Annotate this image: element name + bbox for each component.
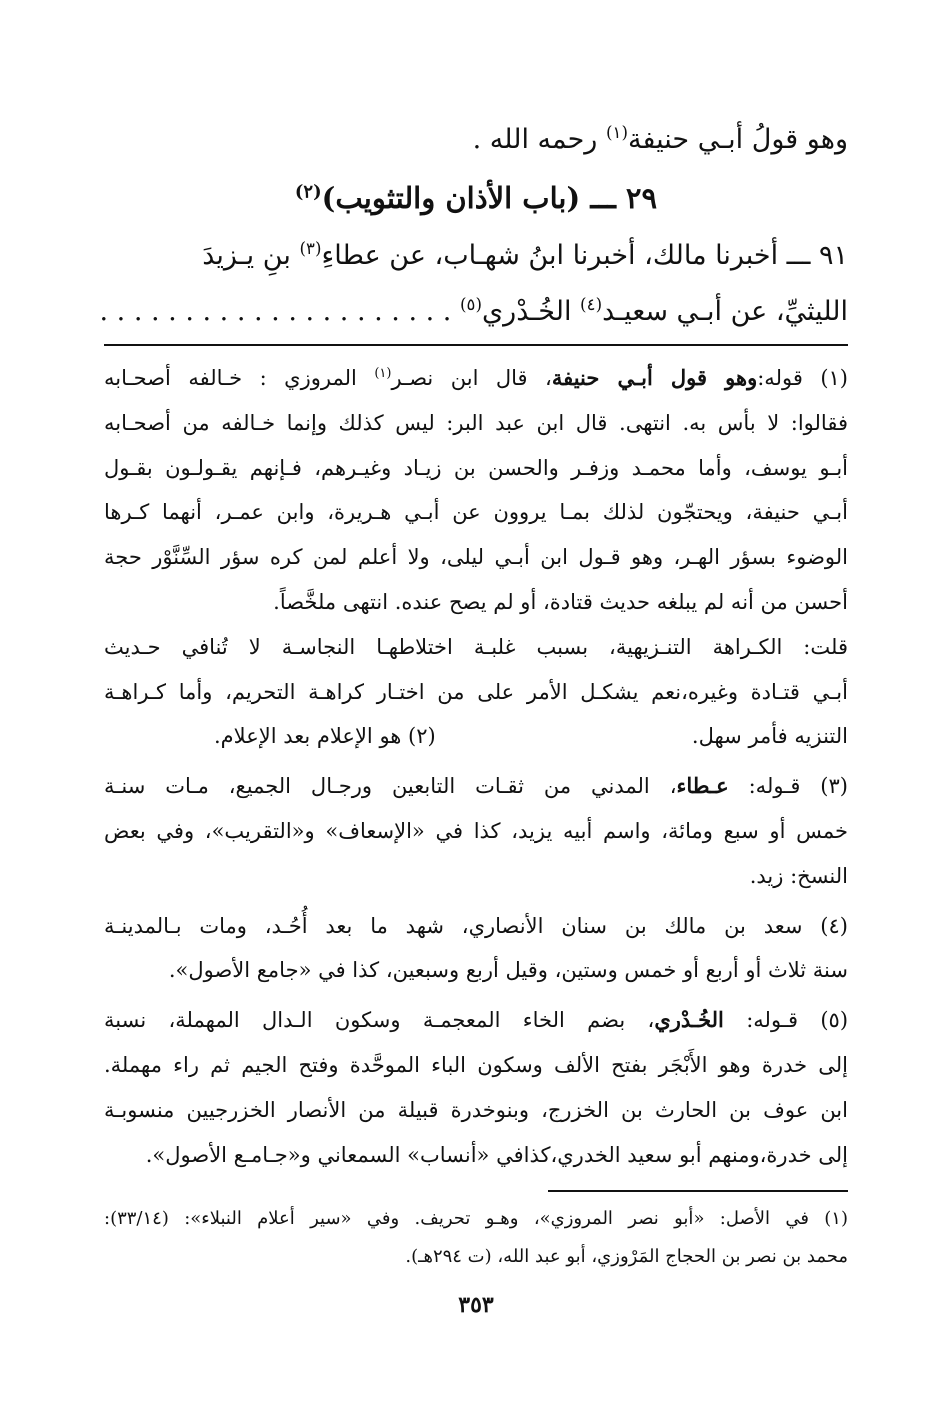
text-segment: ٩١ ـــ أخبرنا مالك، أخبرنا ابنُ شهـاب، عن عطاءِ	[321, 240, 848, 271]
footnote-ref: (٥)	[459, 294, 483, 314]
note-line: أبـي قتـادة وغيره،نعم يشكـل الأمر على من اختـار كراهـة التحريم، وأما كـراهـة	[104, 679, 848, 704]
text-line	[104, 228, 848, 284]
subnote-line: محمد بن نصر بن الحجاج المَرْوزي، أبو عبد الله، (ت ٢٩٤هـ).	[405, 1246, 848, 1267]
bold-text: عـطاء	[676, 773, 729, 799]
text-segment: (٥) قـوله:	[723, 1008, 849, 1033]
bold-text: وهو قول أبـي حنيفة	[551, 365, 758, 390]
text-segment: التنزيه فأمر سهل.	[691, 724, 848, 749]
subnote-line: (١) في الأصل: «أبو نصر المروزي»، وهـو تحريف. وفي «سير أعلام النبلاء»: (٣٣/١٤):	[104, 1208, 848, 1229]
footnote-ref: (٤)	[580, 294, 603, 314]
note-line: خمس أو سبع ومائة، واسم أبيه يزيد، كذا في «الإسعاف» و«التقريب»، وفي بعض	[104, 818, 848, 843]
note-line: الوضوء بسؤر الهـر، وهو قـول ابن أبـي ليلى، ولا أعلم لمن كره سؤر السِّنَّوْر حجة	[104, 545, 848, 570]
main-text	[99, 112, 848, 340]
note-line	[104, 714, 848, 759]
text-segment: رحمه الله .	[472, 124, 606, 155]
note-line: سنة ثلاث أو أربع أو خمس وستين، وقيل أربع وسبعين، كذا في «جامع الأصول».	[168, 958, 848, 983]
note-line: إلى خدرة،ومنهم أبو سعيد الخدري،كذافي «أنساب» السمعاني و«جـامـع الأصول».	[145, 1142, 848, 1167]
text-segment: بنِ يـزيدَ	[202, 240, 300, 271]
text-segment: المروزي : خـالفه أصحـابه	[104, 366, 375, 390]
footnote-divider	[104, 344, 848, 346]
text-segment: الليثيِّ، عن أبـي سعيـد	[602, 296, 848, 327]
text-segment: ، قال ابن نصـر	[391, 366, 552, 390]
text-segment: الخُـدْري	[482, 296, 581, 327]
page-number: ٣٥٣	[458, 1292, 494, 1318]
footnote-ref: (٢)	[294, 181, 322, 203]
footnotes	[104, 356, 848, 1177]
continuation-dots: . . . . . . . . . . . . . . . . . . . . .	[99, 296, 460, 327]
note-line: (٤) سعد بن مالك بن سنان الأنصاري، شهد ما بعد أُحُـد، ومات بـالمدينـة	[104, 913, 848, 938]
note-2: (٢) هو الإعلام بعد الإعلام.	[214, 724, 436, 749]
note-line: إلى خدرة وهو الأَبْجَر بفتح الألف وسكون الباء الموحَّدة وفتح الجيم ثم راء مهملة.	[104, 1052, 848, 1077]
footnote-ref: (١)	[605, 122, 628, 142]
text-segment: ، المدني من ثقـات التابعين ورجـال الجميع، مـات سنـة	[104, 774, 677, 799]
text-segment: وهو قولُ أبـي حنيفة	[628, 124, 848, 155]
note-line: أبـي حنيفة، ويحتجّون لذلك بمـا يروون عن أبـي هـريرة، وابن عمـر، أنهما كـرها	[104, 500, 848, 525]
note-line: أبـو يوسف، وأما محمـد وزفـر والحسن بن زيـاد وغيـرهم، فـإنهم يقـولـون بقـول	[104, 455, 848, 480]
bold-text: الخُـدْري	[654, 1007, 724, 1033]
text-line	[104, 112, 848, 168]
note-line: فقالوا: لا بأس به. انتهى. قال ابن عبد البر: ليس كذلك وإنما خـالفه من أصحـابه	[104, 410, 848, 435]
note-line: قلت: الكـراهة التنـزيهية، بسبب غلبـة اختلاطهـا النجاسـة لا تُنافي حـديث	[104, 634, 848, 659]
subnote-divider	[548, 1190, 848, 1192]
note-line: النسخ: زيد.	[749, 863, 848, 888]
footnote-ref: (٣)	[299, 238, 322, 258]
text-line	[99, 284, 848, 340]
text-segment: (١) قوله:	[757, 366, 848, 390]
chapter-heading	[104, 168, 848, 228]
footnote-ref: (١)	[374, 366, 392, 381]
text-segment: ، بضم الخاء المعجمـة وسكون الـدال المهملة، نسبة	[104, 1008, 655, 1033]
subnotes	[104, 1200, 848, 1276]
text-segment: (٣) قـوله:	[728, 774, 848, 799]
note-line	[104, 356, 848, 401]
note-line: ابن عوف بن الحارث بن الخزرج، وبنوخدرة قبيلة من الأنصار الخزرجيين منسوبـة	[104, 1097, 848, 1122]
note-line: أحسن من أنه لم يبلغه حديث قتادة، أو لم يصح عنده. انتهى ملخَّصاً.	[273, 589, 848, 614]
note-line	[104, 764, 848, 809]
note-line	[104, 998, 848, 1043]
heading-text: ٢٩ ـــ (باب الأذان والتثويب)	[321, 181, 658, 215]
